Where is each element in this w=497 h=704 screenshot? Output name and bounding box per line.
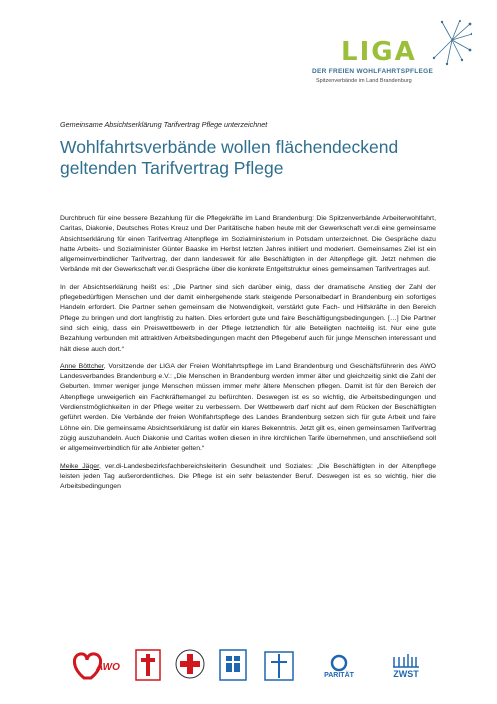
paritaet-logo <box>310 648 368 684</box>
paragraph-4-text: , ver.di-Landesbezirksfachbereichsleiterin Gesundheit und Soziales: „Die Beschäftigten in der Altenpflege leisten jeden Tag außerordentliches. Die Pflege ist ein sehr belastender Beruf. Deswegen ist es so wichtig, hier die Arbeitsbedingungen <box>60 462 436 491</box>
paragraph-1: Durchbruch für eine bessere Bezahlung für die Pflegekräfte im Land Brandenburg: Die Spitzenverbände Arbeiterwohlfahrt, Caritas, Diakonie, Deutsches Rotes Kreuz und Der Paritätische haben heute mit der Gewerkschaft ver.di eine gemeinsame Absichtserklärung für einen Tarifvertrag Altenpflege im Sozialministerium in Potsdam unterzeichnet. Die Gespräche dazu hatte Arbeits- und Sozialminister Günter Baaske im Herbst letzten Jahres initiiert und moderiert. Gemeinsames Ziel ist ein allgemeinverbindlicher Tarifvertrag, der dann landesweit für alle Beschäftigten in der Altenpflege gilt. Jetzt nehmen die Verbände mit der Gewerkschaft ver.di Gespräche über die konkrete Entgeltstruktur eines gemeinsamen Tarifvertrages auf. <box>60 215 436 274</box>
paritaet-label: PARITÄT <box>324 671 354 679</box>
paragraph-2: In der Absichtserklärung heißt es: „Die Partner sind sich darüber einig, dass der dramatische Anstieg der Zahl der pflegebedürftigen Menschen und der damit einhergehende stark steigende Personalbedarf in Brandenburg ein sofortiges Handeln erfordert. Die Partner sehen gemeinsam die Notwendigkeit, verstärkt gute Fach- und Hilfskräfte in den Bereich Pflege zu bringen und dort langfristig zu halten. Dies erfordert gute und faire Beschäftigungsbedingungen. […] Die Partner sind sich einig, dass ein Preiswettbewerb in der Pflege letztendlich für alle Beteiligten nachteilig ist. Nur eine gute Bezahlung verbunden mit attraktiven Arbeitsbedingungen macht den Pflegeberuf auch für junge Menschen interessant und hält diese auch dort.“ <box>60 283 436 353</box>
zwst-logo <box>380 648 432 684</box>
kicker-line: Gemeinsame Absichtserklärung Tarifvertrag Pflege unterzeichnet <box>60 120 268 129</box>
speaker-name: Meike Jäger <box>60 462 100 470</box>
speaker-name: Anne Böttcher <box>60 362 104 370</box>
liga-tagline: DER FREIEN WOHLFAHRTSPFLEGE <box>312 68 434 75</box>
liga-subtitle: Spitzenverbände im Land Brandenburg <box>316 78 412 84</box>
zwst-label: ZWST <box>393 669 419 679</box>
awo-label: AWO <box>96 662 120 673</box>
paragraph-3-text: , Vorsitzende der LIGA der Freien Wohlfahrtspflege im Land Brandenburg und Geschäftsführerin des AWO Landesverbandes Brandenburg e.V.: „Die Menschen in Brandenburg werden immer älter und gleichzeitig sinkt die Zahl der Geburten. Immer weniger junge Menschen müssen immer mehr ältere Menschen pflegen. Damit ist für den Bereich der Altenpflege unweigerlich ein Fachkräftemangel zu befürchten. Deswegen ist es so wichtig, die Arbeitsbedingungen und Verdienstmöglichkeiten in der Pflege weiter zu verbessern. Der Wettbewerb darf nicht auf dem Rücken der Beschäftigten geführt werden. Die Verbände der freien Wohlfahrtspflege des Landes Brandenburg setzen sich für gute Arbeit und faire Löhne ein. Die gemeinsame Absichtserklärung ist dafür ein klares Bekenntnis. Jetzt gilt es, einen gemeinsamen Tarifvertrag zügig auszuhandeln. Auch Diakonie und Caritas wollen diesen in ihre kirchlichen Tarife übernehmen, und anschließend soll er allgemeinverbindlich für alle Anbieter gelten.“ <box>60 362 436 453</box>
church-logo <box>262 648 296 684</box>
paragraph-3 <box>60 362 436 455</box>
headline: Wohlfahrtsverbände wollen flächendeckend geltenden Tarifvertrag Pflege <box>60 137 399 178</box>
red-cross-logo <box>174 648 206 684</box>
member-logos <box>70 648 440 686</box>
paragraph-4 <box>60 462 436 493</box>
awo-logo <box>70 648 122 684</box>
article-body <box>60 214 436 499</box>
liga-wordmark: LIGA <box>341 37 417 67</box>
caritas-logo <box>134 648 162 684</box>
diakonie-logo <box>218 648 248 684</box>
liga-logo <box>302 20 472 100</box>
